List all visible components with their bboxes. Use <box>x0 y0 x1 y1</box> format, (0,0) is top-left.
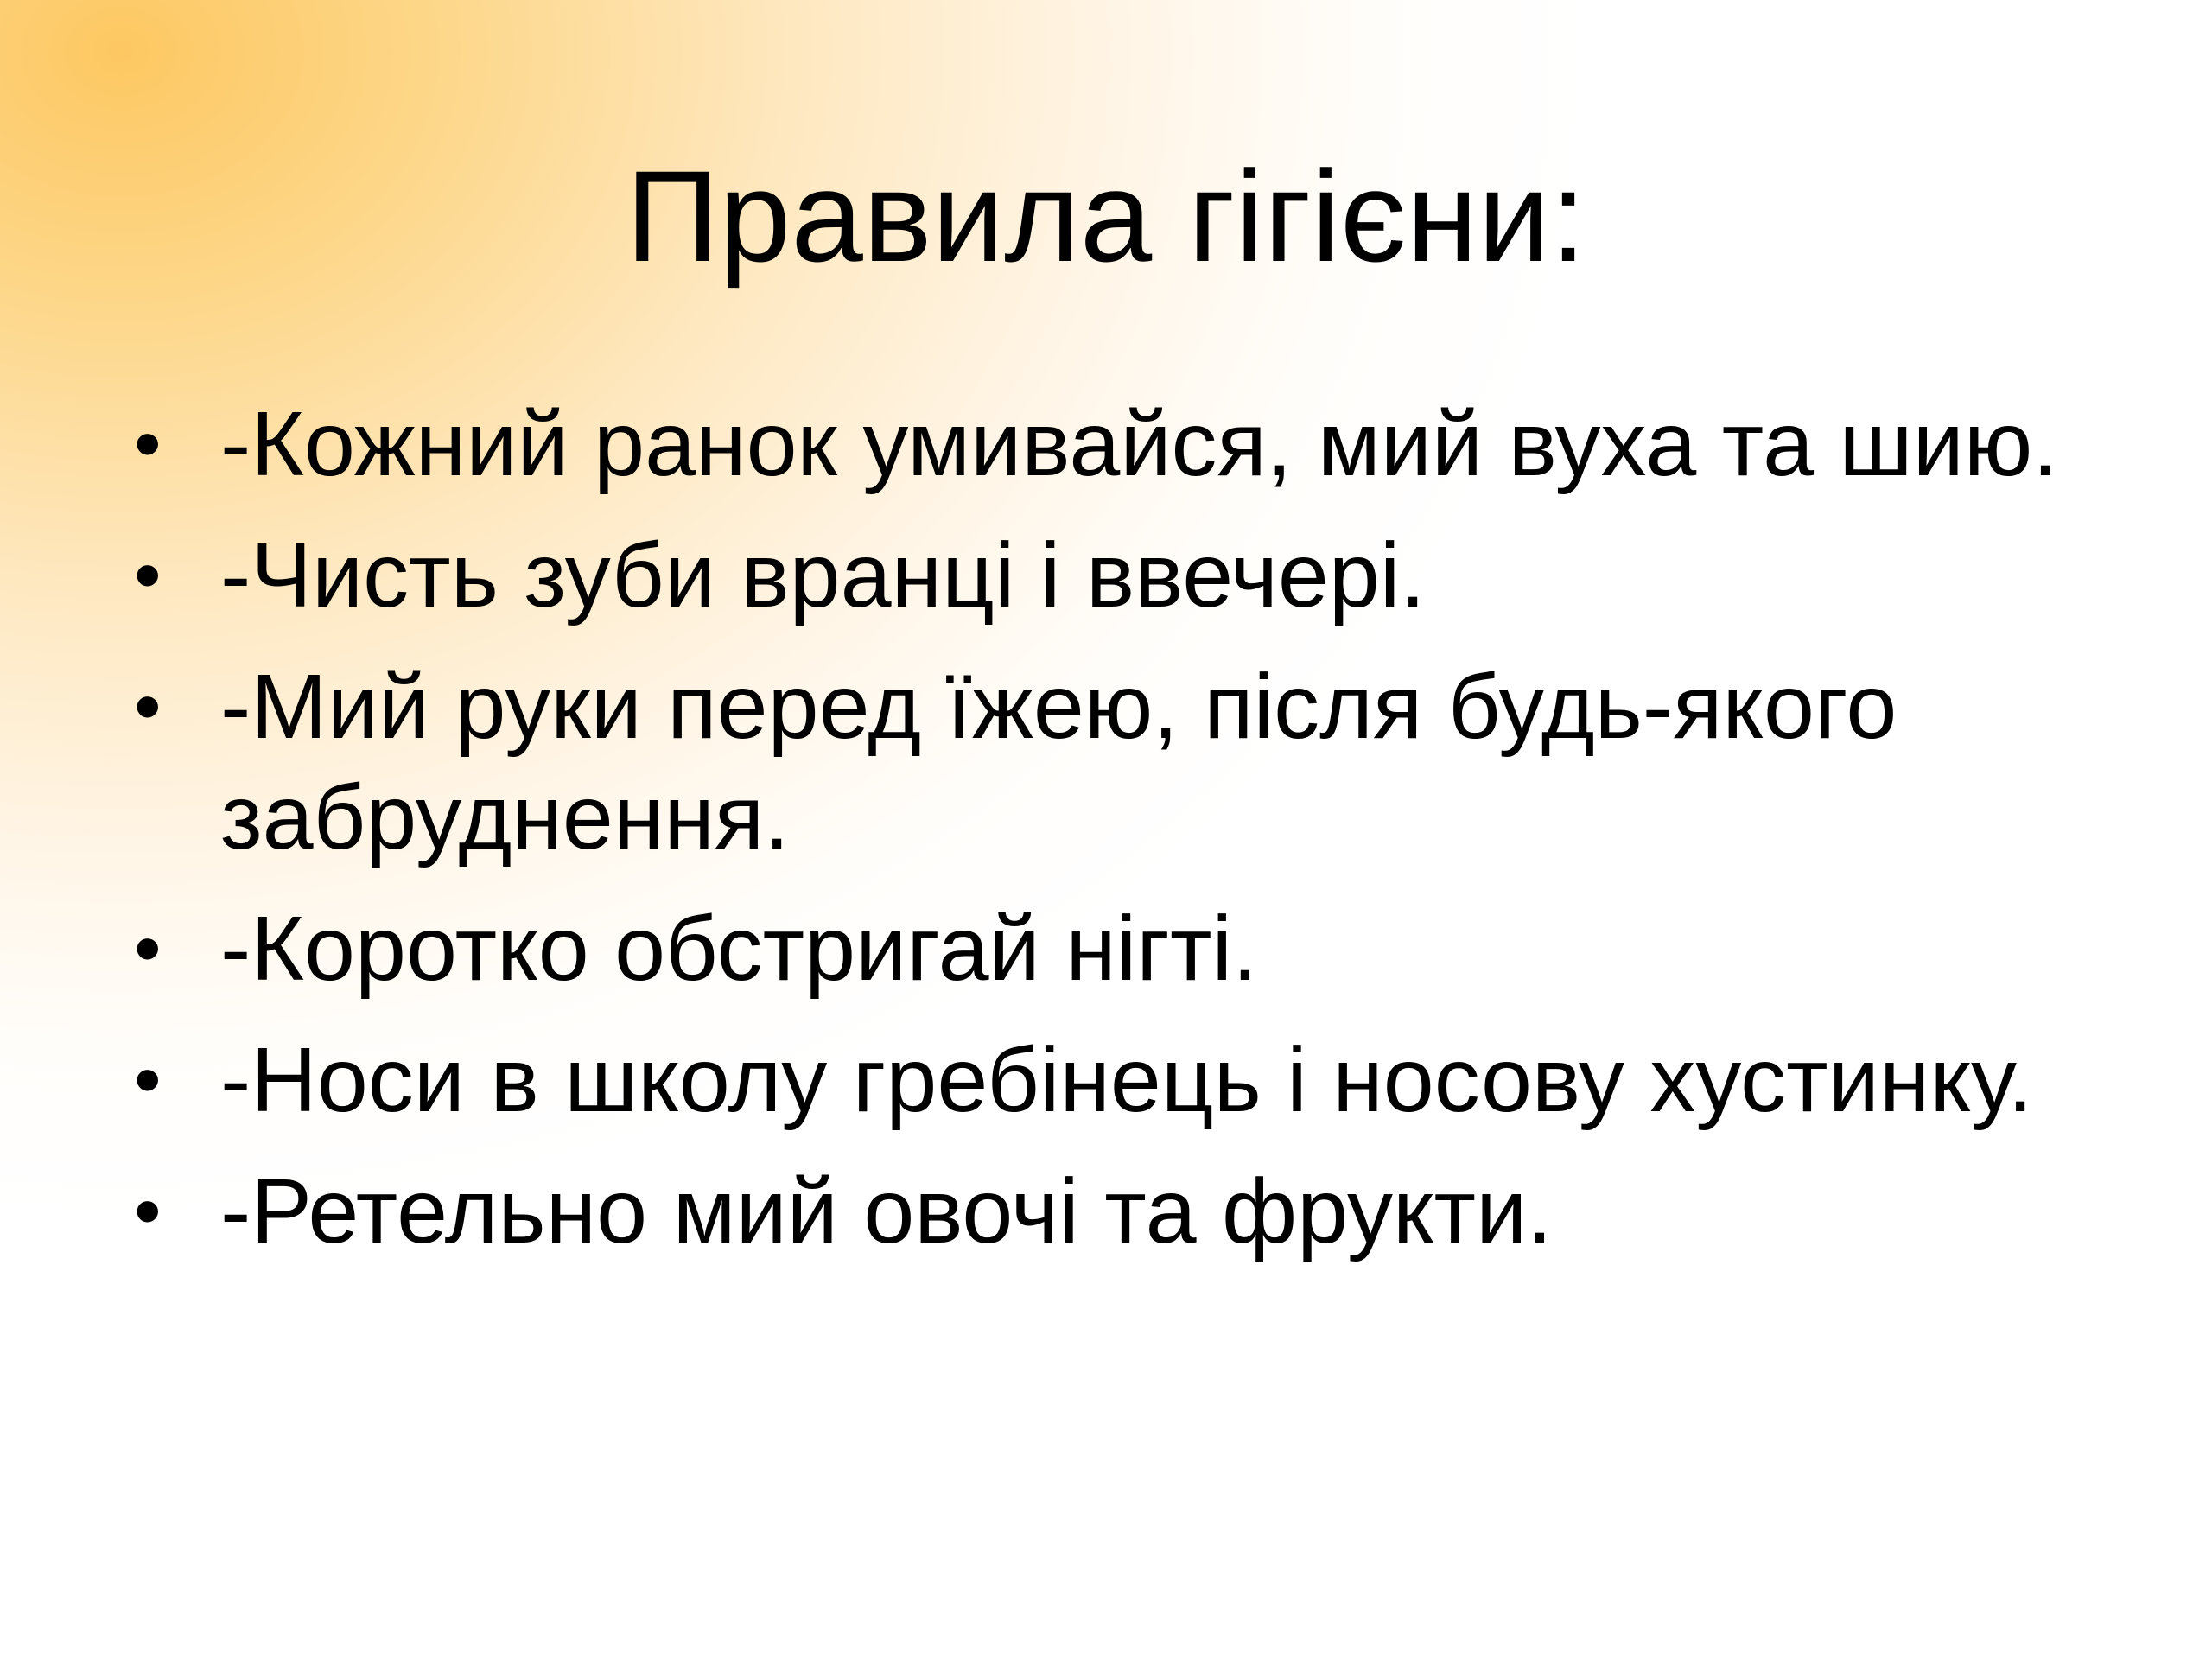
list-item <box>134 1025 2147 1135</box>
rule-text: -Носи в школу гребінець і носову хустинку. <box>220 1029 2033 1131</box>
rule-text: -Мий руки перед їжею, після будь-якого забруднення. <box>220 656 1897 868</box>
slide-title: Правила гігієни: <box>626 143 1586 289</box>
rule-text: -Коротко обстригай нігті. <box>220 898 1258 1000</box>
rule-text: -Чисть зуби вранці і ввечері. <box>220 524 1426 626</box>
rule-text: -Кожний ранок умивайся, мий вуха та шию. <box>220 393 2058 495</box>
bullet-icon: • <box>134 401 162 487</box>
list-item <box>134 389 2147 499</box>
bullet-icon: • <box>134 532 162 619</box>
bullet-icon: • <box>134 664 162 750</box>
list-item <box>134 520 2147 631</box>
rule-text: -Ретельно мий овочі та фрукти. <box>220 1160 1553 1262</box>
bullet-icon: • <box>134 1168 162 1255</box>
bullet-icon: • <box>134 906 162 992</box>
list-item <box>134 893 2147 1004</box>
rules-list <box>134 389 2147 1287</box>
bullet-icon: • <box>134 1037 162 1123</box>
list-item <box>134 1156 2147 1267</box>
list-item <box>134 652 2147 873</box>
